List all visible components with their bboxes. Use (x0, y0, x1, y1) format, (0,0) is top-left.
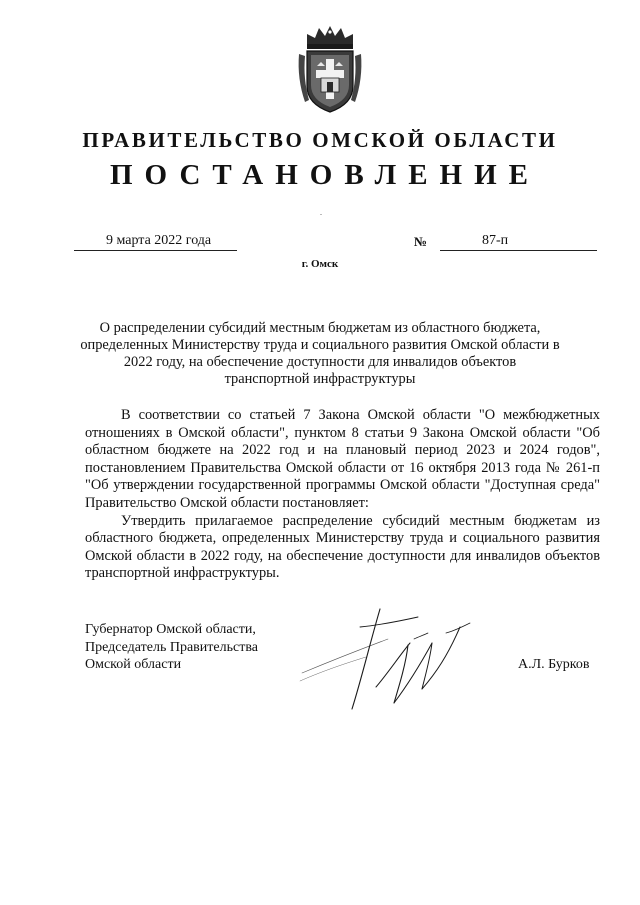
signatory-line-2: Председатель Правительства (85, 639, 258, 655)
signatory-line-3: Омской области (85, 657, 182, 672)
body-paragraph-2: Утвердить прилагаемое распределение субсидий местным бюджетам из областного бюджета, определенных Министерству труда и социального развития Омской области в 2022 году, на обеспечение доступности для инвалидов объектов транспортной инфраструктуры. (85, 512, 600, 582)
document-number-field (440, 232, 597, 251)
signatory-name: А.Л. Бурков (518, 657, 590, 672)
number-sign: № (414, 234, 428, 249)
signatory-position (85, 621, 258, 674)
city-label: г. Омск (301, 258, 339, 270)
scan-speck (320, 214, 322, 215)
document-subject: О распределении субсидий местным бюджетам из областного бюджета, определенных Министерству труда и социального развития Омской области в 2022 году, на обеспечение доступности для инвалидов объектов транспортной инфраструктуры (80, 320, 560, 387)
document-date: 9 марта 2022 года (106, 233, 212, 248)
body-paragraph-1: В соответствии со статьей 7 Закона Омской области "О межбюджетных отношениях в Омской области", пунктом 8 статьи 9 Закона Омской области "Об областном бюджете на 2022 год и на плановый период 2023 и 2024 годов", постановлением Правительства Омской области от 16 октября 2013 года № 261-п "Об утверждении государственной программы Омской области "Доступная среда" Правительство Омской области постановляет: (85, 407, 600, 511)
government-title: ПРАВИТЕЛЬСТВО ОМСКОЙ ОБЛАСТИ (82, 128, 558, 152)
document-body (85, 407, 600, 583)
handwritten-signature (296, 603, 474, 713)
signatory-line-1: Губернатор Омской области, (85, 622, 256, 637)
document-type-title: ПОСТАНОВЛЕНИЕ (109, 159, 540, 191)
document-date-field (74, 232, 237, 251)
coat-of-arms-icon (297, 24, 363, 114)
document-number: 87-п (482, 233, 509, 248)
